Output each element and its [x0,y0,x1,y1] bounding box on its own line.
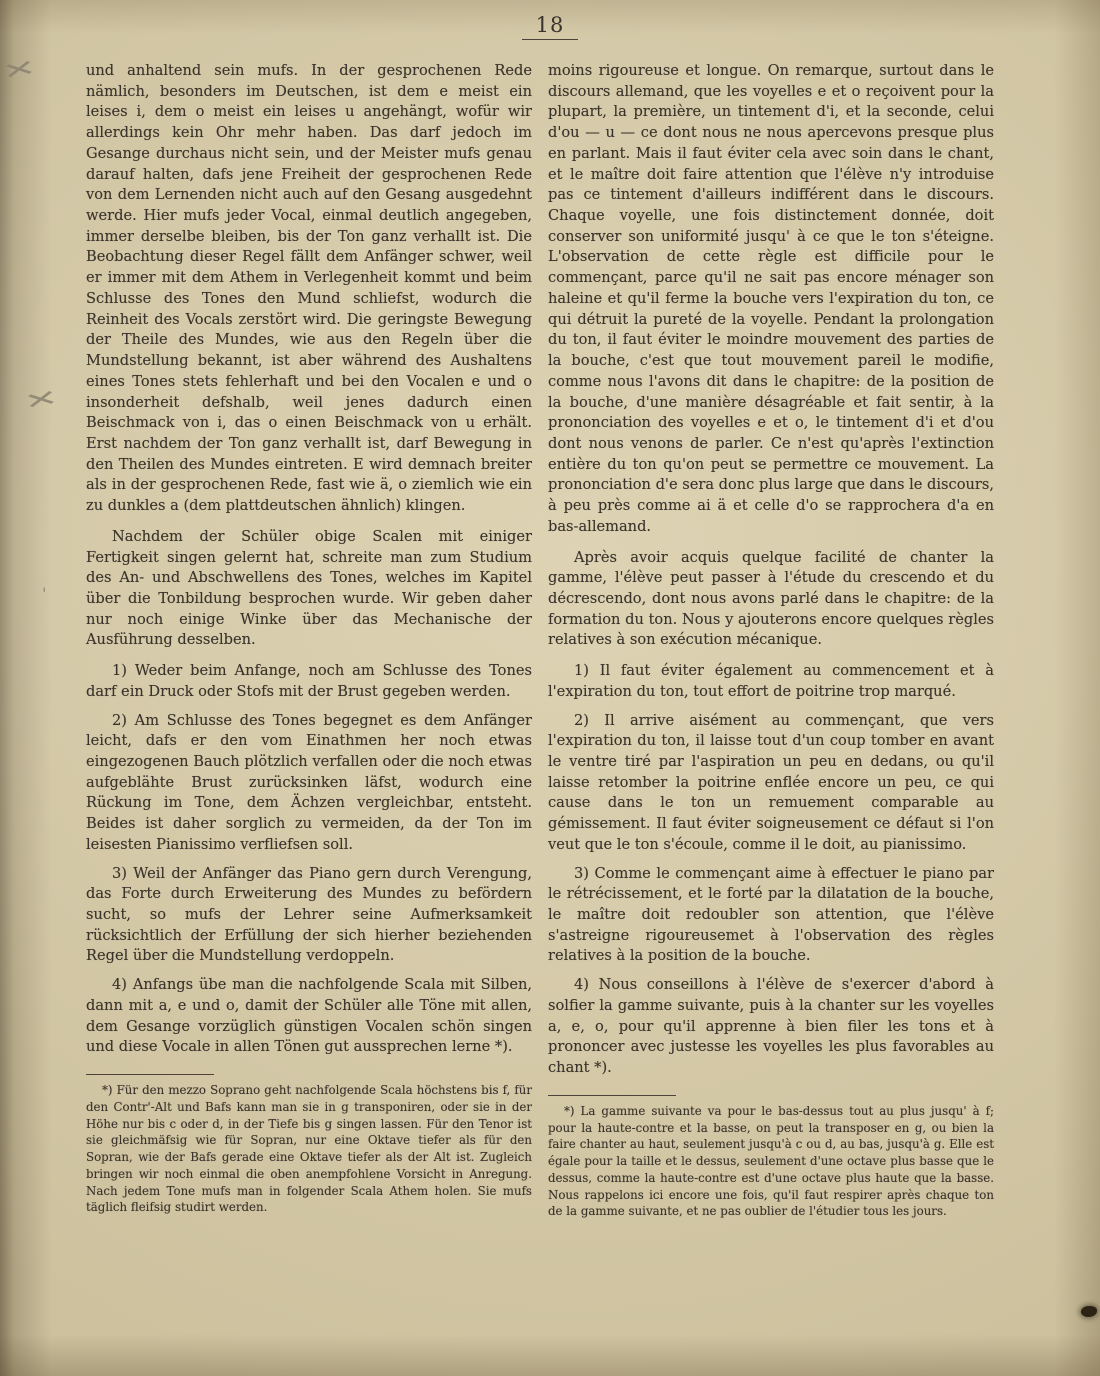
numbered-paragraph-4: 4) Nous conseillons à l'élève de s'exercer d'abord à solfier la gamme suivante, puis à la chanter sur les voyelles a, e, o, pour qu'il apprenne à bien filer les tons et à prononcer avec justesse les voyelles les plus favorables au chant *). [548,976,994,1077]
footnote: *) Für den mezzo Soprano geht nachfolgende Scala höchstens bis f, für den Contr'-Alt und Bafs kann man sie in g transponiren, oder sie in der Höhe nur bis c oder d, in der Tiefe bis g singen lassen. Für den Tenor ist sie gleichmäfsig wie für Sopran, nur eine Oktave tiefer als für den Sopran, wie der Bafs gerade eine Oktave tiefer als der Alt ist. Zugleich bringen wir noch einmal die oben anempfohlene Vorsicht in Anregung. Nach jedem Tone mufs man in folgender Scala Athem holen. Sie mufs täglich fleifsig studirt werden. [86,1083,532,1215]
left-column-german [86,61,532,1220]
paragraph: moins rigoureuse et longue. On remarque, surtout dans le discours allemand, que les voyelles e et o reçoivent pour la plupart, la première, un tintement d'i, et la seconde, celui d'ou — u — ce dont nous ne nous apercevons presque plus en parlant. Mais il faut éviter cela avec soin dans le chant, et le maître doit faire attention que l'élève n'y introduise pas ce tintement d'ailleurs indifférent dans le discours. Chaque voyelle, une fois distinctement donnée, doit conserver son uniformité jusqu' à ce que le ton s'éteigne. L'observation de cette règle est difficile pour le commençant, parce qu'il ne sait pas encore ménager son haleine et qu'il ferme la bouche vers l'expiration du ton, ce qui détruit la pureté de la voyelle. Pendant la prolongation du ton, il faut éviter le moindre mouvement des parties de la bouche, c'est que tout mouvement pareil le modifie, comme nous l'avons dit dans le chapitre: de la position de la bouche, d'une manière désagréable et fait sentir, à la prononciation des voyelles e et o, le tintement d'i et d'ou dont nous venons de parler. Ce n'est qu'après l'extinction entière du ton qu'on peut se permettre ce mouvement. La prononciation d'e sera donc plus large que dans le discours, à peu près comme ai ä et celle d'o se rapprochera d'a en bas-allemand. [548,62,994,535]
numbered-paragraph-2: 2) Il arrive aisément au commençant, que vers l'expiration du ton, il laisse tout d'un coup tomber en avant le ventre tiré par l'aspiration un peu en dedans, ou qu'il laisse retomber la poitrine enflée encore un peu, ce qui cause dans le ton un remuement comparable au gémissement. Il faut éviter soigneusement ce défaut si l'on veut que le ton s'écoule, comme il le doit, au pianissimo. [548,711,994,853]
paragraph: Nachdem der Schüler obige Scalen mit einiger Fertigkeit singen gelernt hat, schreite man zum Studium des An- und Abschwellens des Tones, welches im Kapitel über die Tonbildung besprochen wurde. Wir geben daher nur noch einige Winke über das Mechanische der Ausführung desselben. [86,527,532,649]
numbered-paragraph-1: 1) Il faut éviter également au commencement et à l'expiration du ton, tout effort de poitrine trop marqué. [548,662,994,700]
pencil-tick-mark: ' [42,584,47,603]
numbered-paragraph-3: 3) Weil der Anfänger das Piano gern durch Verengung, das Forte durch Erweiterung des Mundes zu befördern sucht, so mufs der Lehrer seine Aufmerksamkeit rücksichtlich der Erfüllung der sich hierher beziehenden Regel über die Mundstellung verdoppeln. [86,864,532,965]
pencil-x-icon: ✕ [0,55,39,86]
numbered-paragraph-3: 3) Comme le commençant aime à effectuer le piano par le rétrécissement, et le forté par la dilatation de la bouche, le maître doit redoubler son attention, que l'élève s'astreigne rigoureusemet à l'observation des règles relatives à la position de la bouche. [548,864,994,965]
paragraph: Après avoir acquis quelque facilité de chanter la gamme, l'élève peut passer à l'étude du crescendo et du décrescendo, dont nous avons parlé dans le chapitre: de la formation du ton. Nous y ajouterons encore quelques règles relatives à son exécution mécanique. [548,548,994,649]
page-number: 18 [522,13,579,40]
numbered-paragraph-2: 2) Am Schlusse des Tones begegnet es dem Anfänger leicht, dafs er den vom Einathmen her noch etwas eingezogenen Bauch plötzlich verfallen oder die noch etwas aufgeblähte Brust zurücksinken läfst, wodurch eine Rückung im Tone, dem Ächzen vergleichbar, entsteht. Beides ist daher sorglich zu vermeiden, da der Ton im leisesten Pianissimo verfliefsen soll. [86,711,532,853]
numbered-paragraph-4: 4) Anfangs übe man die nachfolgende Scala mit Silben, dann mit a, e und o, damit der Schüler alle Töne mit allen, dem Gesange vorzüglich günstigen Vocalen schön singen und diese Vocale in allen Tönen gut aussprechen lerne *). [86,976,532,1056]
ink-blot [1081,1306,1097,1317]
numbered-paragraph-1: 1) Weder beim Anfange, noch am Schlusse des Tones darf ein Druck oder Stofs mit der Brust gegeben werden. [86,662,532,700]
two-column-text-block [0,40,1100,1220]
paragraph: und anhaltend sein mufs. In der gesprochenen Rede nämlich, besonders im Deutschen, ist dem e meist ein leises i, dem o meist ein leises u angehängt, wofür wir allerdings kein Ohr mehr haben. Das darf jedoch im Gesange durchaus nicht sein, und der Meister mufs genau darauf halten, dafs jene Freiheit der gesprochenen Rede von dem Lernenden nicht auch auf den Gesang ausgedehnt werde. Hier mufs jeder Vocal, einmal deutlich angegeben, immer derselbe bleiben, bis der Ton ganz verhallt ist. Die Beobachtung dieser Regel fällt dem Anfänger schwer, weil er immer mit dem Athem in Verlegenheit kommt und beim Schlusse des Tones den Mund schliefst, wodurch die Reinheit des Vocals zerstört wird. Die geringste Bewegung der Theile des Mundes, wie aus den Regeln über die Mundstellung bekannt, ist aber während des Aushaltens eines Tones stets fehlerhaft und bei den Vocalen e und o insonderheit defshalb, weil jenes dadurch einen Beischmack von i, das o einen Beischmack von u erhält. Erst nachdem der Ton ganz verhallt ist, darf Bewegung in den Theilen des Mundes eintreten. E wird demnach breiter als in der gesprochenen Rede, fast wie ä, o ziemlich wie ein zu dunkles a (dem plattdeutschen ähnlich) klingen. [86,62,532,515]
footnote-divider [548,1095,676,1096]
footnote: *) La gamme suivante va pour le bas-dessus tout au plus jusqu' à f; pour la haute-contre et la basse, on peut la transposer en g, ou bien la faire chanter au haut, seulement jusqu'à c ou d, au bas, jusqu'à g. Elle est égale pour la taille et le dessus, seulement d'une octave plus basse que le dessus, comme la haute-contre est d'une octave plus haute que la basse. Nous rappelons ici encore une fois, qu'il faut respirer après chaque ton de la gamme suivante, et ne pas oublier de l'étudier tous les jours. [548,1103,994,1219]
footnote-divider [86,1074,214,1075]
page-header [0,0,1100,40]
right-column-french [548,61,994,1220]
pencil-x-icon: ✕ [21,385,61,416]
